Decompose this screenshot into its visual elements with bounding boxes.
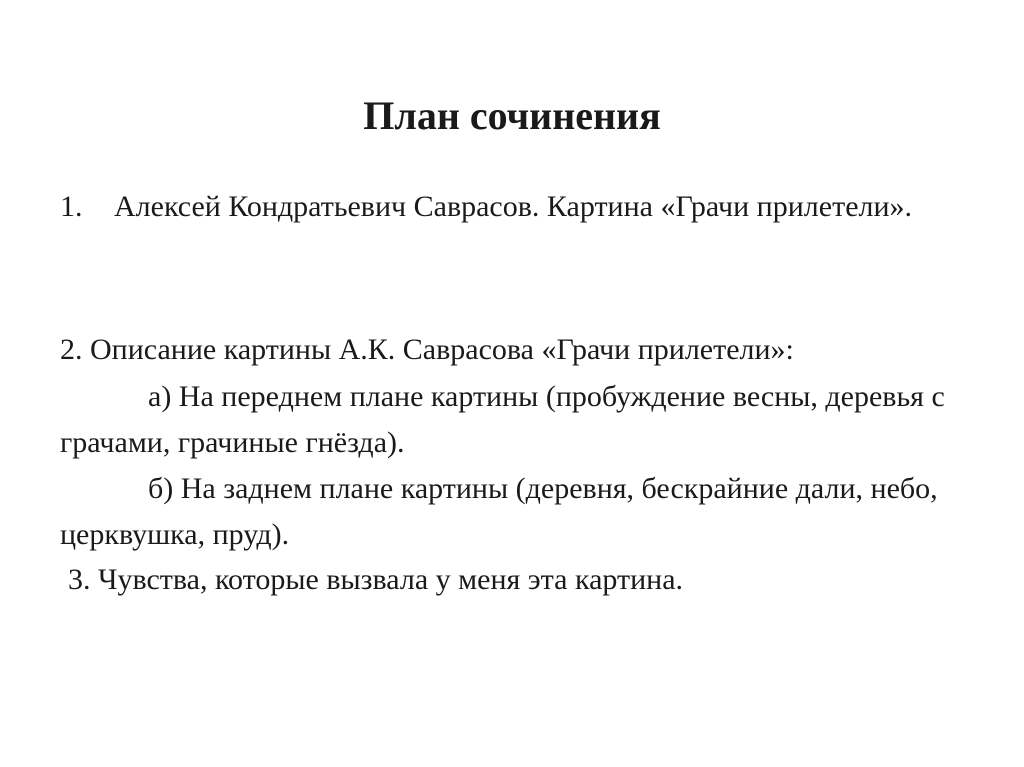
plan-item-2b: б) На заднем плане картины (деревня, бескрайние дали, небо, церквушка, пруд). bbox=[60, 472, 938, 551]
plan-item-1-number: 1. bbox=[60, 190, 83, 223]
plan-item-1-text: Алексей Кондратьевич Саврасов. Картина «Грачи прилетели». bbox=[114, 190, 913, 223]
plan-item-2: 2. Описание картины А.К. Саврасова «Грачи прилетели»: bbox=[60, 333, 794, 366]
plan-item-1 bbox=[60, 184, 980, 230]
slide-title: План сочинения bbox=[363, 93, 661, 138]
plan-item-3: 3. Чувства, которые вызвала у меня эта картина. bbox=[68, 563, 684, 596]
plan-item-2a: а) На переднем плане картины (пробуждение весны, деревья с грачами, грачиные гнёзда). bbox=[60, 380, 945, 459]
